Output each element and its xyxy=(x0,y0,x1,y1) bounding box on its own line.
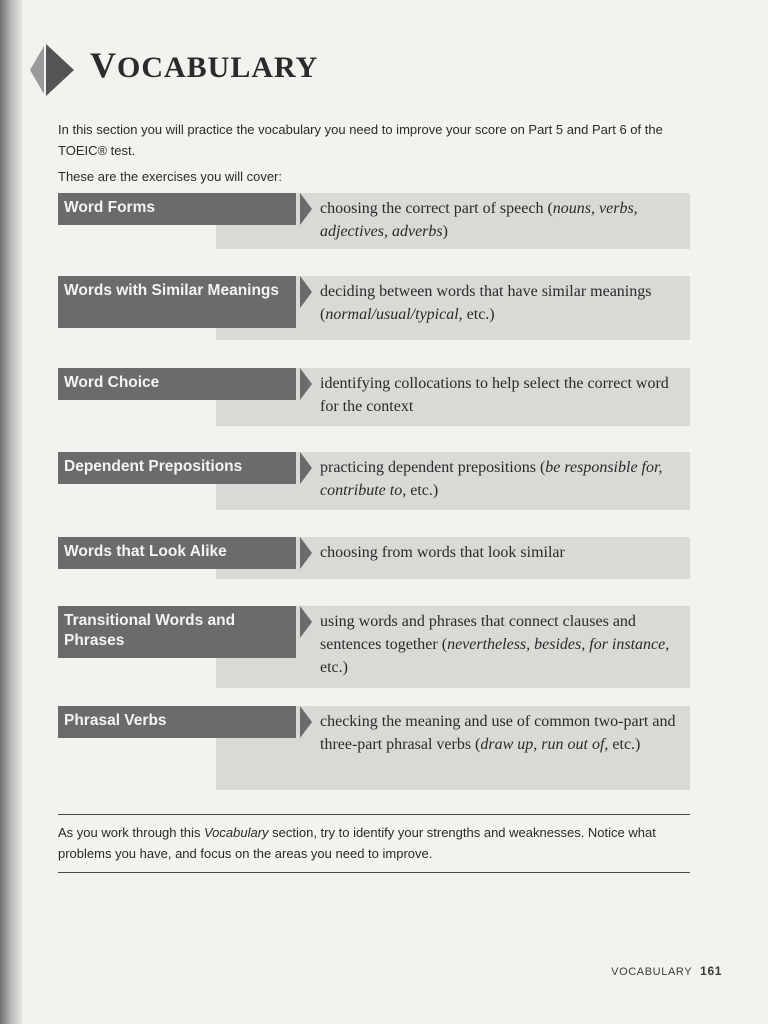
exercise-phrasal-verbs xyxy=(58,706,690,790)
arrow-icon xyxy=(300,276,312,308)
divider-top xyxy=(58,814,690,815)
exercise-label: Dependent Prepositions xyxy=(58,452,296,484)
page-footer xyxy=(611,964,722,978)
footer-section-name: VOCABULARY xyxy=(611,966,693,978)
exercise-description: deciding between words that have similar meanings (normal/usual/typical, etc.) xyxy=(320,283,652,323)
exercise-label: Words with Similar Meanings xyxy=(58,276,296,328)
exercise-transitional-words xyxy=(58,606,690,688)
page-binding-shadow xyxy=(0,0,22,1024)
exercise-dependent-prepositions xyxy=(58,452,690,510)
page-number: 161 xyxy=(700,964,722,978)
intro-paragraph: In this section you will practice the vocabulary you need to improve your score on Part 5 and Part 6 of the TOEIC® test. xyxy=(58,122,663,158)
exercise-description: choosing from words that look similar xyxy=(320,544,565,561)
exercise-description: choosing the correct part of speech (nouns, verbs, adjectives, adverbs) xyxy=(320,200,638,240)
title-initial: V xyxy=(90,45,117,85)
divider-bottom xyxy=(58,872,690,873)
section-marker-icon xyxy=(30,42,86,98)
arrow-icon xyxy=(300,452,312,484)
arrow-icon xyxy=(300,193,312,225)
arrow-icon xyxy=(300,537,312,569)
exercise-description: identifying collocations to help select the correct word for the context xyxy=(320,375,669,415)
exercise-similar-meanings xyxy=(58,276,690,340)
exercise-description: using words and phrases that connect clauses and sentences together (nevertheless, besides, for instance, etc.) xyxy=(320,613,670,676)
exercise-word-forms xyxy=(58,193,690,249)
exercise-word-choice xyxy=(58,368,690,426)
exercise-label: Transitional Words and Phrases xyxy=(58,606,296,658)
page-title xyxy=(90,44,318,86)
cover-line: These are the exercises you will cover: xyxy=(58,169,282,184)
exercise-label: Word Choice xyxy=(58,368,296,400)
exercise-label: Words that Look Alike xyxy=(58,537,296,569)
arrow-icon xyxy=(300,606,312,638)
arrow-icon xyxy=(300,368,312,400)
closing-paragraph: As you work through this Vocabulary section, try to identify your strengths and weaknesses. Notice what problems you have, and focus on the areas you need to improve. xyxy=(58,825,656,861)
exercise-look-alike xyxy=(58,537,690,579)
exercise-label: Word Forms xyxy=(58,193,296,225)
exercise-description: checking the meaning and use of common two-part and three-part phrasal verbs (draw up, run out of, etc.) xyxy=(320,713,676,753)
arrow-icon xyxy=(300,706,312,738)
exercise-description: practicing dependent prepositions (be responsible for, contribute to, etc.) xyxy=(320,459,663,499)
exercise-label: Phrasal Verbs xyxy=(58,706,296,738)
title-rest: OCABULARY xyxy=(117,51,319,84)
